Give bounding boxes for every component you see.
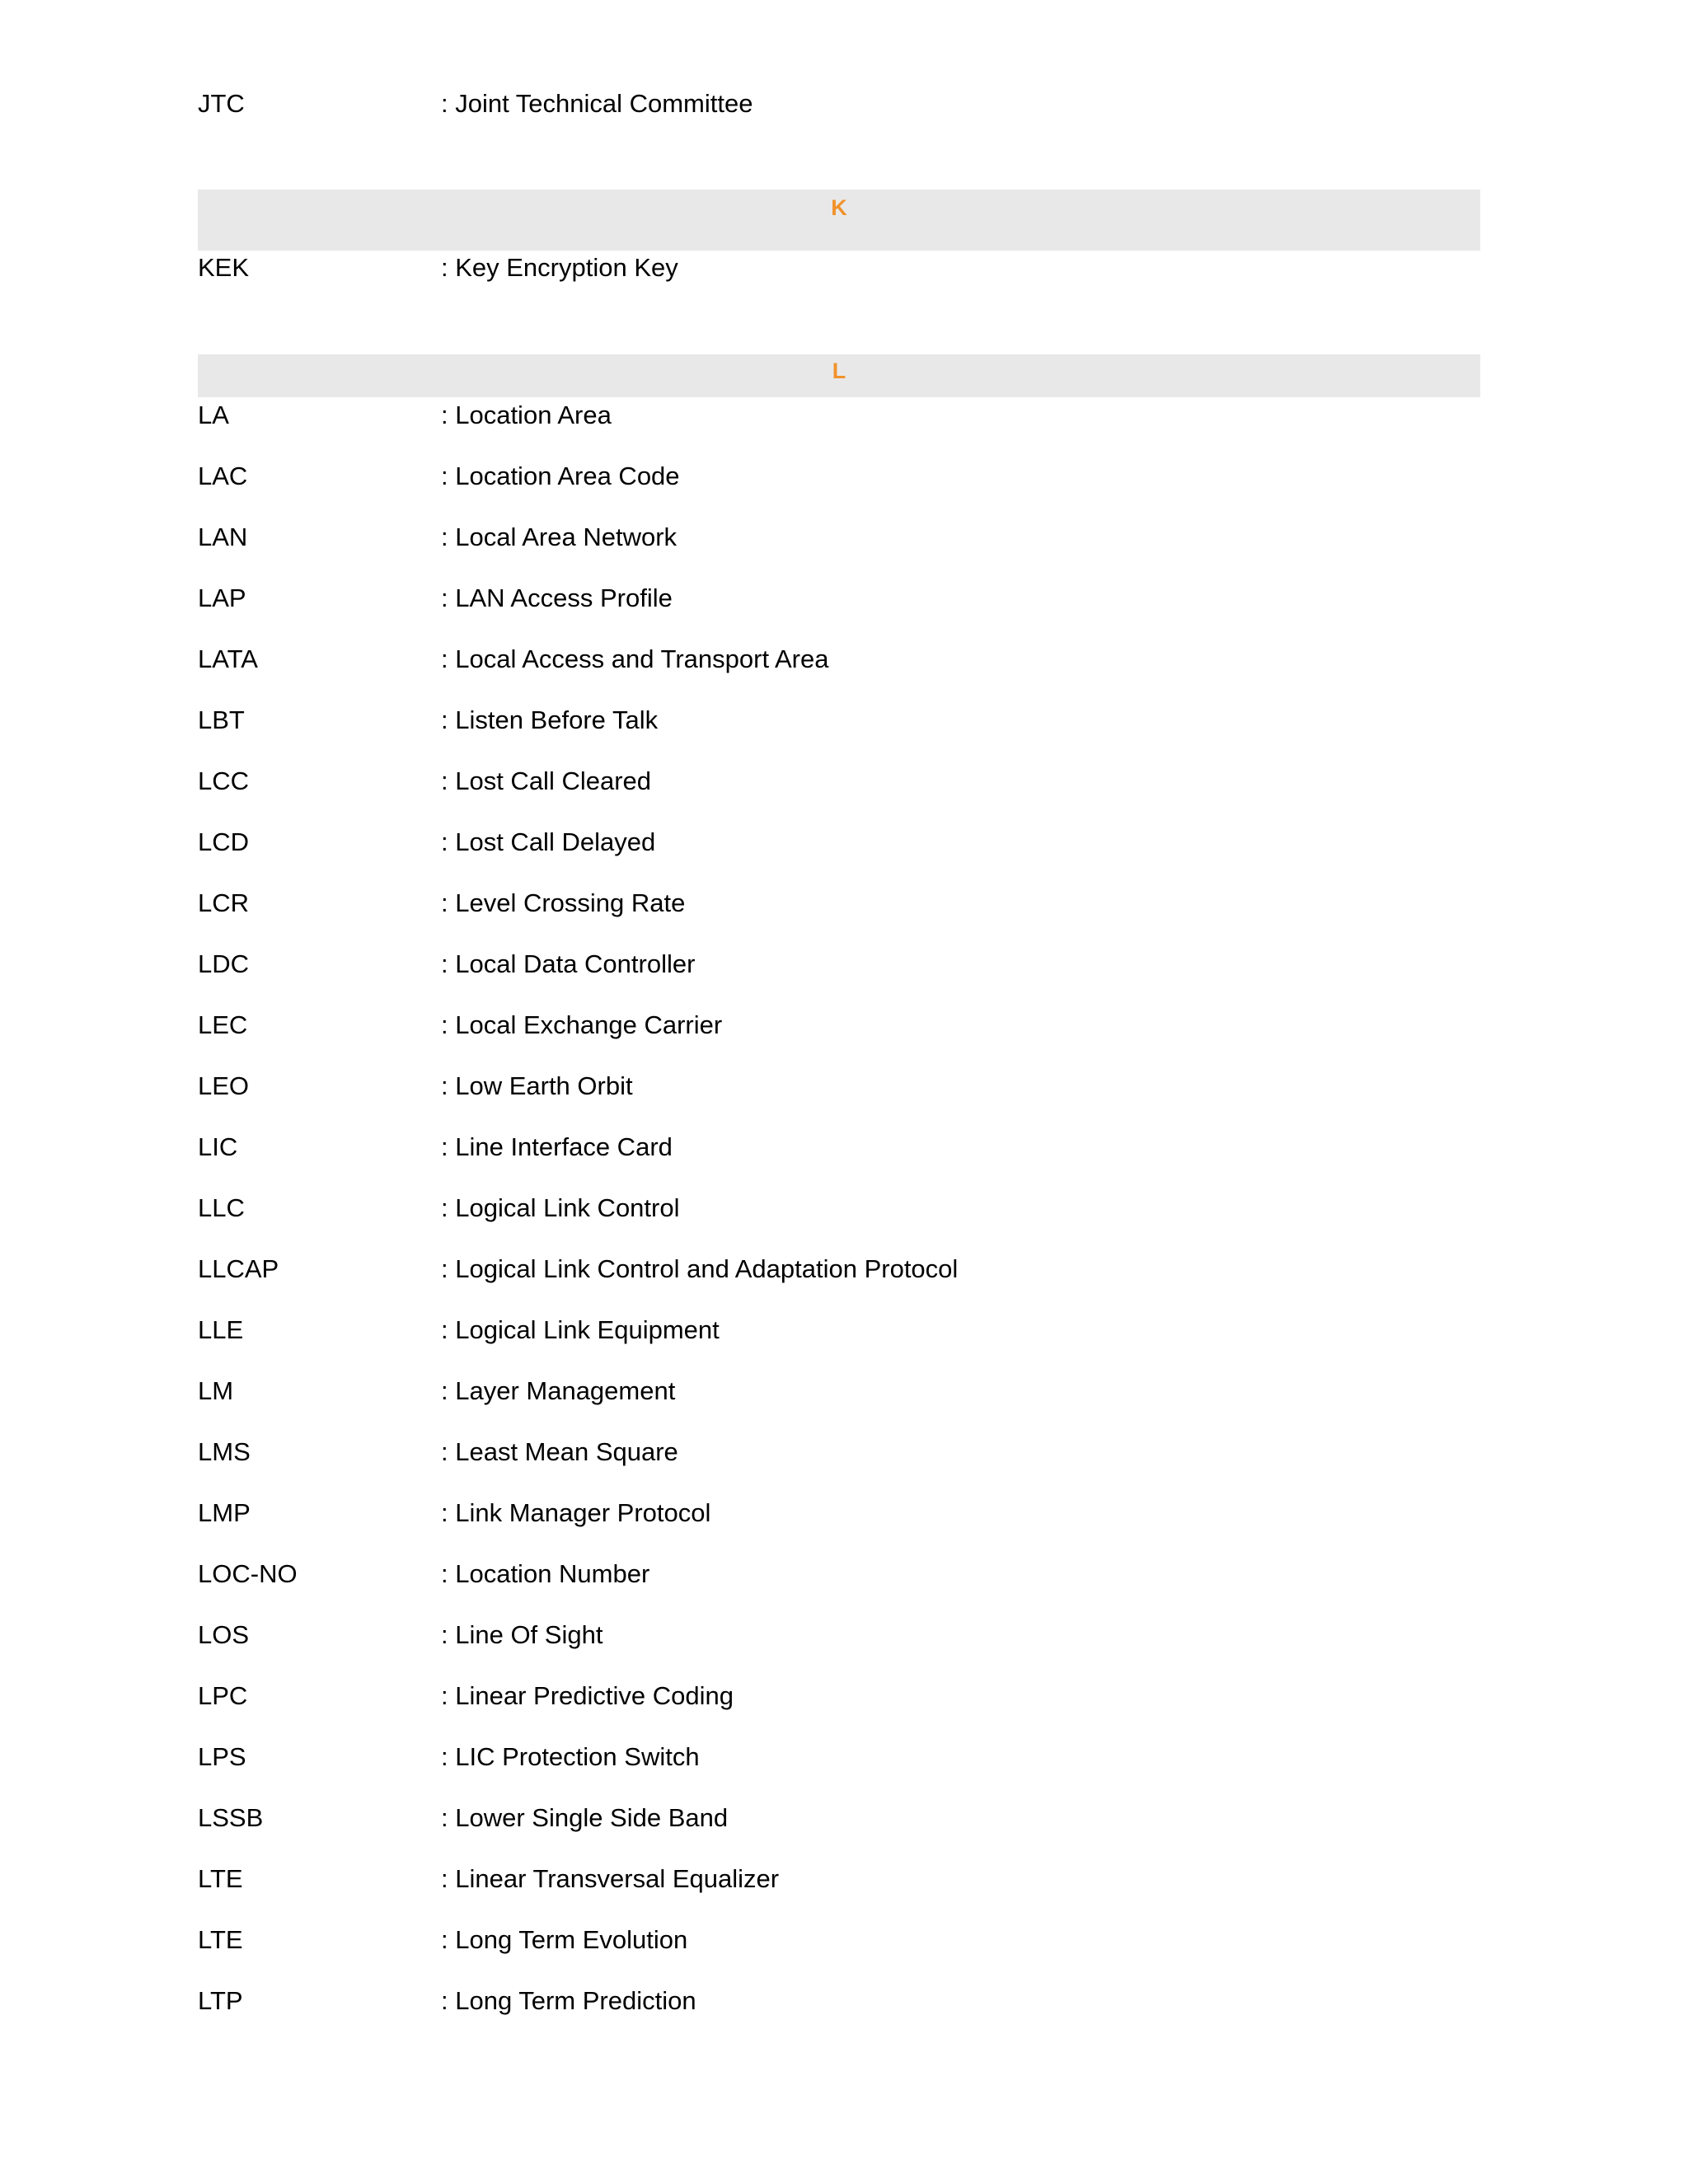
abbreviation: LM <box>198 1376 234 1405</box>
glossary-entry <box>198 1122 1480 1172</box>
glossary-entry <box>198 1854 1480 1904</box>
abbreviation: LSSB <box>198 1803 264 1832</box>
abbreviation: LTE <box>198 1864 243 1893</box>
definition: : Location Area <box>441 401 612 429</box>
abbreviation: LMP <box>198 1498 251 1527</box>
abbreviation: LAP <box>198 583 246 612</box>
glossary-entry <box>198 243 1480 293</box>
abbreviation: LLCAP <box>198 1254 279 1283</box>
definition: : Linear Predictive Coding <box>441 1681 734 1710</box>
glossary-entry <box>198 879 1480 928</box>
glossary-entry <box>198 1244 1480 1294</box>
glossary-entry <box>198 1488 1480 1538</box>
definition: : Joint Technical Committee <box>441 89 753 118</box>
abbreviation: LPC <box>198 1681 248 1710</box>
definition: : Listen Before Talk <box>441 705 659 734</box>
abbreviation: LOC-NO <box>198 1559 298 1588</box>
definition: : Local Exchange Carrier <box>441 1010 723 1039</box>
glossary-entry <box>198 1366 1480 1416</box>
abbreviation: LLC <box>198 1193 245 1222</box>
abbreviation: LCR <box>198 888 250 917</box>
glossary-entry <box>198 1549 1480 1599</box>
glossary-entry <box>198 1732 1480 1782</box>
abbreviation: LCD <box>198 827 250 856</box>
abbreviation: LLE <box>198 1315 244 1344</box>
definition: : Logical Link Control <box>441 1193 680 1222</box>
definition: : Logical Link Control and Adaptation Protocol <box>441 1254 959 1283</box>
abbreviation: LMS <box>198 1437 251 1466</box>
glossary-entry <box>198 79 1480 129</box>
definition: : Local Area Network <box>441 523 678 551</box>
glossary-entry <box>198 1001 1480 1050</box>
definition: : Logical Link Equipment <box>441 1315 720 1344</box>
glossary-entry <box>198 391 1480 440</box>
definition: : Low Earth Orbit <box>441 1071 633 1100</box>
abbreviation: LAN <box>198 523 248 551</box>
definition: : Local Data Controller <box>441 949 696 978</box>
glossary-entry <box>198 452 1480 501</box>
glossary-entry <box>198 1671 1480 1721</box>
abbreviation: LATA <box>198 644 258 673</box>
section-header-k <box>198 190 1480 251</box>
glossary-entry <box>198 1976 1480 2026</box>
abbreviation: LIC <box>198 1132 238 1161</box>
glossary-entry <box>198 1427 1480 1477</box>
definition: : Long Term Prediction <box>441 1986 696 2015</box>
definition: : Level Crossing Rate <box>441 888 686 917</box>
abbreviation: LAC <box>198 462 248 490</box>
abbreviation: LPS <box>198 1742 246 1771</box>
section-letter: K <box>831 195 847 220</box>
glossary-entry <box>198 1305 1480 1355</box>
abbreviation: LTP <box>198 1986 243 2015</box>
glossary-entry <box>198 757 1480 806</box>
definition: : Local Access and Transport Area <box>441 644 829 673</box>
glossary-entry <box>198 818 1480 867</box>
abbreviation: LTE <box>198 1925 243 1954</box>
definition: : Linear Transversal Equalizer <box>441 1864 780 1893</box>
abbreviation: LCC <box>198 766 250 795</box>
definition: : Lower Single Side Band <box>441 1803 729 1832</box>
abbreviation: LOS <box>198 1620 250 1649</box>
definition: : Lost Call Delayed <box>441 827 656 856</box>
glossary-entry <box>198 1183 1480 1233</box>
definition: : Line Of Sight <box>441 1620 603 1649</box>
glossary-entry <box>198 696 1480 745</box>
definition: : Layer Management <box>441 1376 676 1405</box>
glossary-entry <box>198 513 1480 562</box>
section-letter: L <box>832 359 846 383</box>
abbreviation: LEO <box>198 1071 250 1100</box>
definition: : Key Encryption Key <box>441 253 678 282</box>
glossary-entry <box>198 1915 1480 1965</box>
abbreviation: LEC <box>198 1010 248 1039</box>
abbreviation: LBT <box>198 705 245 734</box>
abbreviation: LDC <box>198 949 250 978</box>
definition: : Lost Call Cleared <box>441 766 652 795</box>
definition: : Long Term Evolution <box>441 1925 688 1954</box>
definition: : LIC Protection Switch <box>441 1742 700 1771</box>
definition: : Location Area Code <box>441 462 680 490</box>
definition: : Link Manager Protocol <box>441 1498 711 1527</box>
glossary-entry <box>198 574 1480 623</box>
glossary-entry <box>198 940 1480 989</box>
abbreviation: LA <box>198 401 229 429</box>
glossary-entry <box>198 1793 1480 1843</box>
definition: : Least Mean Square <box>441 1437 678 1466</box>
definition: : Location Number <box>441 1559 650 1588</box>
abbreviation: JTC <box>198 89 245 118</box>
glossary-entry <box>198 1610 1480 1660</box>
glossary-entry <box>198 635 1480 684</box>
abbreviation: KEK <box>198 253 250 282</box>
definition: : LAN Access Profile <box>441 583 673 612</box>
glossary-entry <box>198 1062 1480 1111</box>
definition: : Line Interface Card <box>441 1132 673 1161</box>
